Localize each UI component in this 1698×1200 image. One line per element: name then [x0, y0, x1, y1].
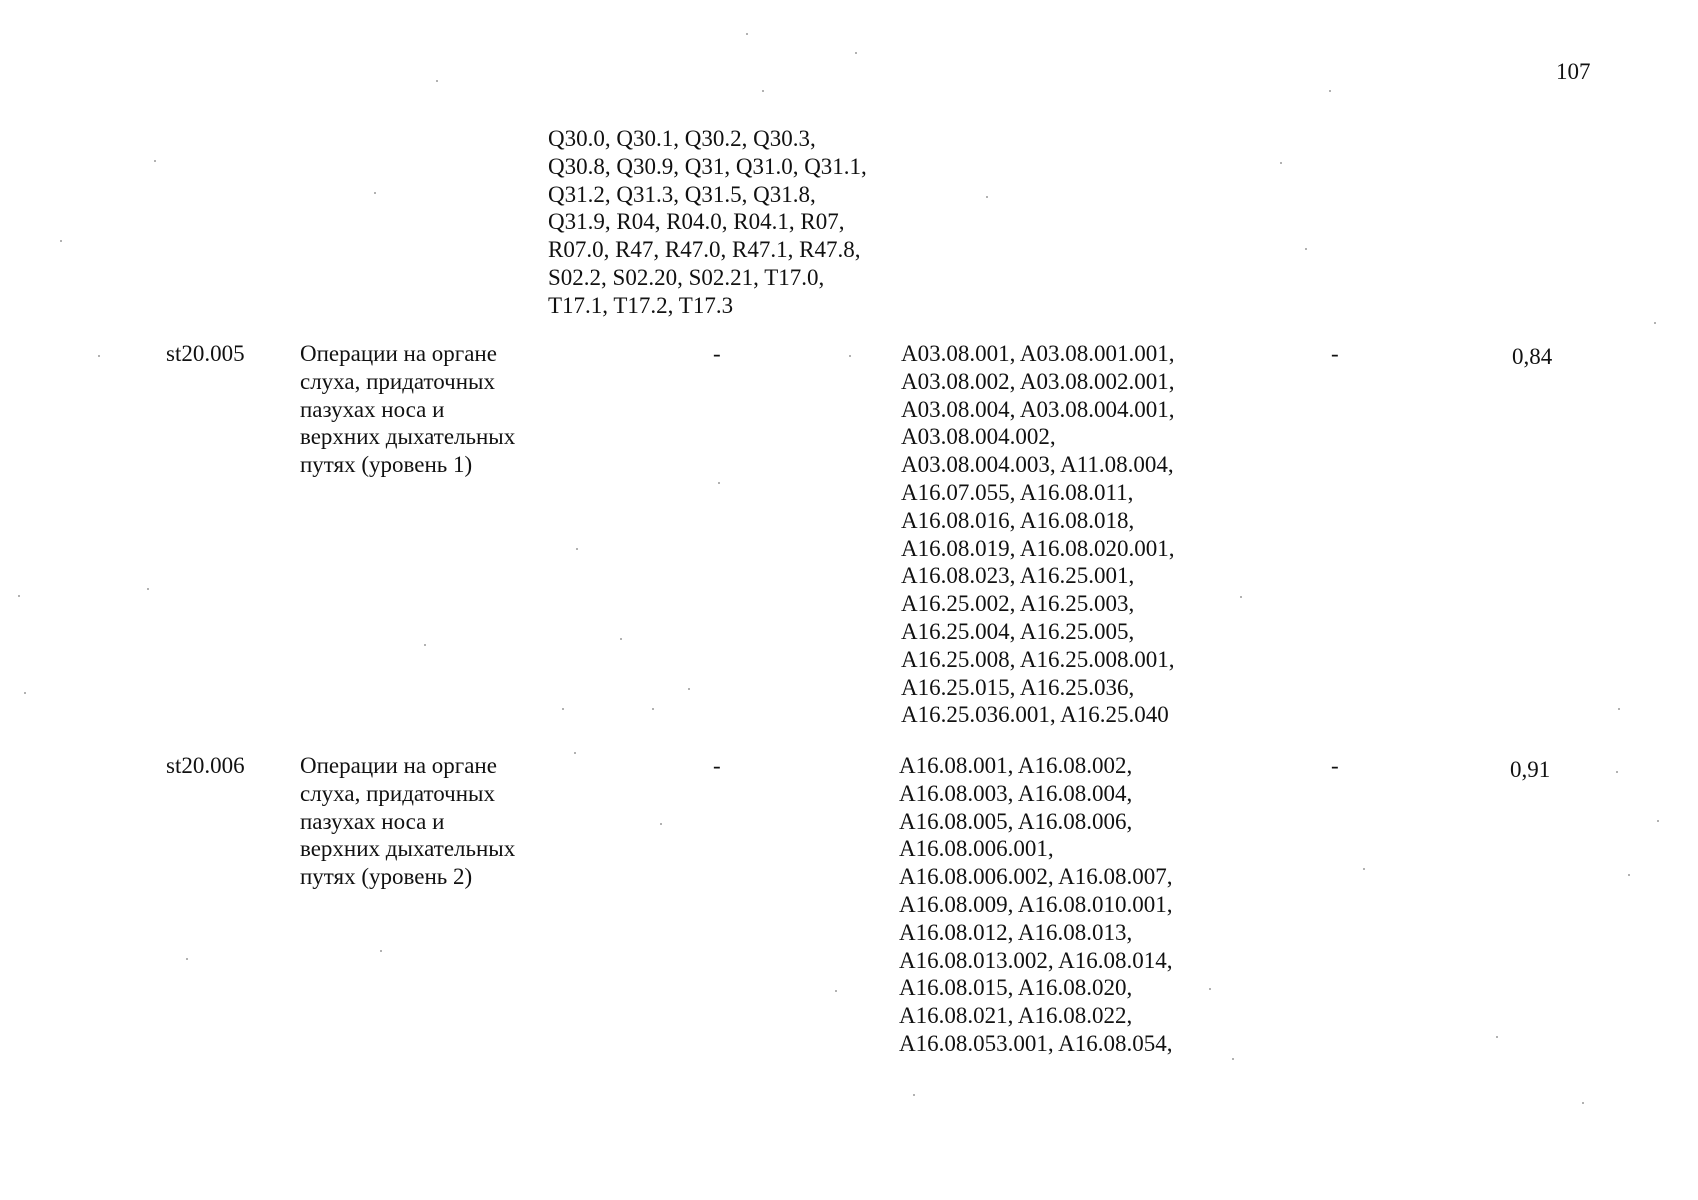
scan-speck	[762, 90, 764, 92]
scan-speck	[718, 482, 720, 484]
scan-speck	[60, 240, 62, 242]
row-other: -	[1331, 753, 1339, 778]
scan-speck	[688, 688, 690, 690]
scan-speck	[660, 823, 662, 825]
scan-speck	[380, 950, 382, 952]
scan-speck	[98, 355, 100, 357]
scan-speck	[652, 708, 654, 710]
scan-speck	[562, 708, 564, 710]
scan-speck	[18, 595, 20, 597]
scan-speck	[1618, 708, 1620, 710]
scan-speck	[436, 80, 438, 82]
scan-speck	[1496, 1036, 1498, 1038]
scan-speck	[186, 958, 188, 960]
scan-speck	[24, 692, 26, 694]
scan-speck	[855, 52, 857, 54]
row-name: Операции на органе слуха, придаточных пазухах носа и верхних дыхательных путях (уровень 2)	[300, 753, 516, 890]
scan-speck	[154, 160, 156, 162]
row-other: -	[1331, 341, 1339, 366]
row-coefficient: 0,91	[1510, 757, 1551, 782]
page-number: 107	[1556, 59, 1591, 84]
scan-speck	[424, 644, 426, 646]
scan-speck	[1232, 1058, 1234, 1060]
scan-speck	[1280, 162, 1282, 164]
scan-speck	[1209, 988, 1211, 990]
scan-speck	[1657, 820, 1659, 822]
row-diagnosis: -	[713, 341, 721, 366]
continued-diagnosis-codes: Q30.0, Q30.1, Q30.2, Q30.3, Q30.8, Q30.9, Q31, Q31.0, Q31.1, Q31.2, Q31.3, Q31.5, Q31.8, Q31.9, R04, R04.0, R04.1, R07, R07.0, R47, R47.0, R47.1, R47.8, S02.2, S02.20, S02.21, T17.0, T17.1, T17.2, T17.3	[548, 126, 867, 318]
scan-speck	[620, 638, 622, 640]
scan-speck	[576, 548, 578, 550]
scan-speck	[1240, 596, 1242, 598]
scan-speck	[986, 196, 988, 198]
scan-speck	[1616, 771, 1618, 773]
scan-speck	[835, 990, 837, 992]
row-services: A16.08.001, A16.08.002, A16.08.003, A16.08.004, A16.08.005, A16.08.006, A16.08.006.001, A16.08.006.002, A16.08.007, A16.08.009, A16.08.010.001, A16.08.012, A16.08.013, A16.08.013.002, A16.08.014, A16.08.015, A16.08.020, A16.08.021, A16.08.022, A16.08.053.001, A16.08.054,	[899, 753, 1173, 1056]
scan-speck	[1628, 874, 1630, 876]
scan-speck	[1363, 868, 1365, 870]
scan-speck	[849, 355, 851, 357]
scan-speck	[1654, 322, 1656, 324]
scan-speck	[374, 192, 376, 194]
row-code: st20.006	[166, 753, 245, 778]
scan-speck	[574, 752, 576, 754]
row-coefficient: 0,84	[1512, 344, 1553, 369]
scan-speck	[147, 588, 149, 590]
scan-speck	[1305, 248, 1307, 250]
row-services: A03.08.001, A03.08.001.001, A03.08.002, A03.08.002.001, A03.08.004, A03.08.004.001, A03.08.004.002, A03.08.004.003, A11.08.004, A16.07.055, A16.08.011, A16.08.016, A16.08.018, A16.08.019, A16.08.020.001, A16.08.023, A16.25.001, A16.25.002, A16.25.003, A16.25.004, A16.25.005, A16.25.008, A16.25.008.001, A16.25.015, A16.25.036, A16.25.036.001, A16.25.040	[901, 341, 1175, 728]
scan-speck	[913, 1094, 915, 1096]
row-name: Операции на органе слуха, придаточных пазухах носа и верхних дыхательных путях (уровень 1)	[300, 341, 516, 478]
scan-speck	[1582, 1102, 1584, 1104]
row-code: st20.005	[166, 341, 245, 366]
scan-speck	[1329, 90, 1331, 92]
row-diagnosis: -	[713, 753, 721, 778]
scan-speck	[746, 33, 748, 35]
